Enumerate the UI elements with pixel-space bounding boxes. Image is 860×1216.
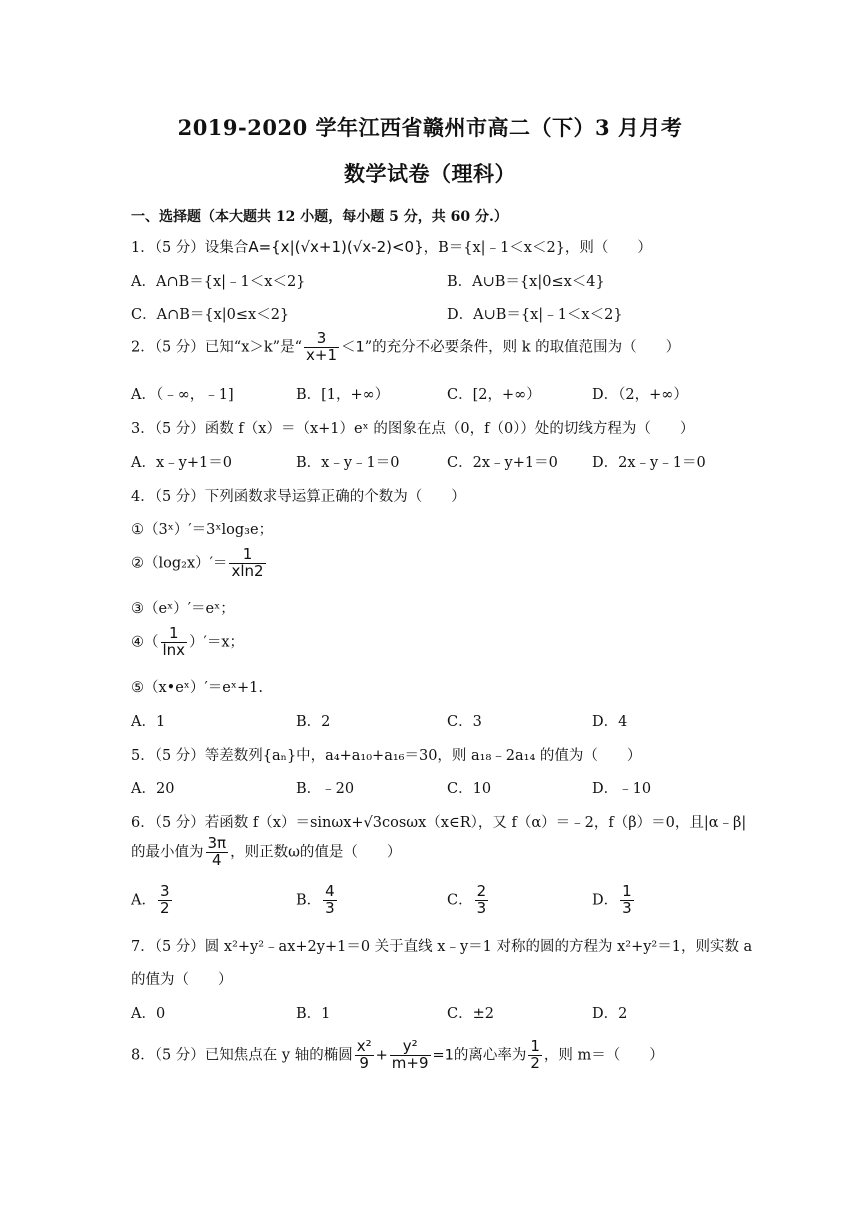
- q2-option-a: A．（﹣∞，﹣1]: [131, 387, 234, 403]
- q7-option-c: C．±2: [447, 1006, 494, 1022]
- q6-option-d: D． $\frac{1}{3}$: [592, 882, 632, 917]
- question-6-stem-line-1: 6．（5 分）若函数 f（x）＝sinωx+√3cosωx（x∈R），又 f（α）＝﹣2，f（β）＝0，且|α﹣β|: [131, 815, 747, 831]
- q5-option-c: C．10: [447, 781, 492, 797]
- q4-option-d: D．4: [592, 714, 628, 730]
- q2-option-d: D．（2，+∞）: [592, 387, 688, 403]
- q3-option-b: B．x﹣y﹣1＝0: [296, 455, 400, 471]
- q5-option-a: A．20: [131, 781, 175, 797]
- q4-item-1: ①（3ˣ）′＝3ˣlog₃e；: [131, 522, 274, 538]
- question-6-stem-line-2: 的最小值为 $\frac{3\pi}{4}$ ，则正数ω的值是（ ）: [131, 834, 402, 869]
- q4-item-5: ⑤（x•eˣ）′＝eˣ+1.: [131, 680, 263, 696]
- q2-fraction: $\frac{3}{x+1}$: [306, 329, 338, 364]
- question-1-stem: 1．（5 分）设集合A={x|(√x+1)(√x-2)<0}，B＝{x|﹣1＜x＜2}，则（ ）: [131, 238, 652, 256]
- q6-option-c: C． $\frac{2}{3}$: [447, 882, 487, 917]
- exam-title: 2019-2020 学年江西省赣州市高二（下）3 月月考: [177, 115, 683, 140]
- q3-option-c: C．2x﹣y+1＝0: [447, 455, 558, 471]
- q4-option-a: A．1: [131, 714, 166, 730]
- q6-option-b: B． $\frac{4}{3}$: [296, 882, 335, 917]
- q4-option-b: B．2: [296, 714, 331, 730]
- q1-option-d: D．A∪B＝{x|﹣1＜x＜2}: [447, 307, 623, 323]
- q4-item-4: ④（ $\frac{1}{\ln x}$ ）′＝x；: [131, 624, 245, 659]
- q6-option-a: A． $\frac{3}{2}$: [131, 882, 170, 917]
- q4-item-2: ②（log₂x）′＝ $\frac{1}{xln2}$: [131, 545, 264, 580]
- set-a-expression: A={x|(√x+1)(√x-2)<0}: [248, 238, 424, 256]
- q1-option-c: C．A∩B＝{x|0≤x＜2}: [131, 307, 290, 323]
- question-8-stem: 8．（5 分）已知焦点在 y 轴的椭圆 $\frac{\text{x²}}{9}$ + $\frac{\text{y²}}{m+9}$ =1的离心率为 $\frac{1}{2}$ ，则 m＝（ ）: [131, 1037, 664, 1072]
- question-5-stem: 5．（5 分）等差数列{aₙ}中，a₄+a₁₀+a₁₆＝30，则 a₁₈﹣2a₁₄ 的值为（ ）: [131, 748, 642, 764]
- question-2-stem: 2．（5 分）已知“x＞k”是“ $\frac{3}{x+1}$ ＜1”的充分不必要条件，则 k 的取值范围为（ ）: [131, 329, 681, 364]
- q1-option-a: A．A∩B＝{x|﹣1＜x＜2}: [131, 274, 306, 290]
- question-7-stem-line-1: 7．（5 分）圆 x²+y²﹣ax+2y+1＝0 关于直线 x﹣y＝1 对称的圆的方程为 x²+y²＝1，则实数 a: [131, 939, 753, 955]
- q3-option-d: D．2x﹣y﹣1＝0: [592, 455, 706, 471]
- q5-option-d: D．﹣10: [592, 781, 652, 797]
- q2-option-b: B．[1，+∞）: [296, 387, 390, 403]
- q5-option-b: B．﹣20: [296, 781, 355, 797]
- question-7-stem-line-2: 的值为（ ）: [131, 972, 233, 988]
- q3-option-a: A．x﹣y+1＝0: [131, 455, 232, 471]
- q4-item-3: ③（eˣ）′＝eˣ；: [131, 601, 235, 617]
- section-heading: 一、选择题（本大题共 12 小题，每小题 5 分，共 60 分.）: [131, 209, 508, 225]
- q1-option-b: B．A∪B＝{x|0≤x＜4}: [447, 274, 605, 290]
- q2-option-c: C．[2，+∞）: [447, 387, 541, 403]
- question-3-stem: 3．（5 分）函数 f（x）＝（x+1）eˣ 的图象在点（0，f（0））处的切线方程为（ ）: [131, 421, 695, 437]
- q4-option-c: C．3: [447, 714, 482, 730]
- question-4-stem: 4．（5 分）下列函数求导运算正确的个数为（ ）: [131, 489, 466, 505]
- q7-option-a: A．0: [131, 1006, 166, 1022]
- q7-option-b: B．1: [296, 1006, 331, 1022]
- q7-option-d: D．2: [592, 1006, 628, 1022]
- exam-subtitle: 数学试卷（理科）: [344, 161, 516, 186]
